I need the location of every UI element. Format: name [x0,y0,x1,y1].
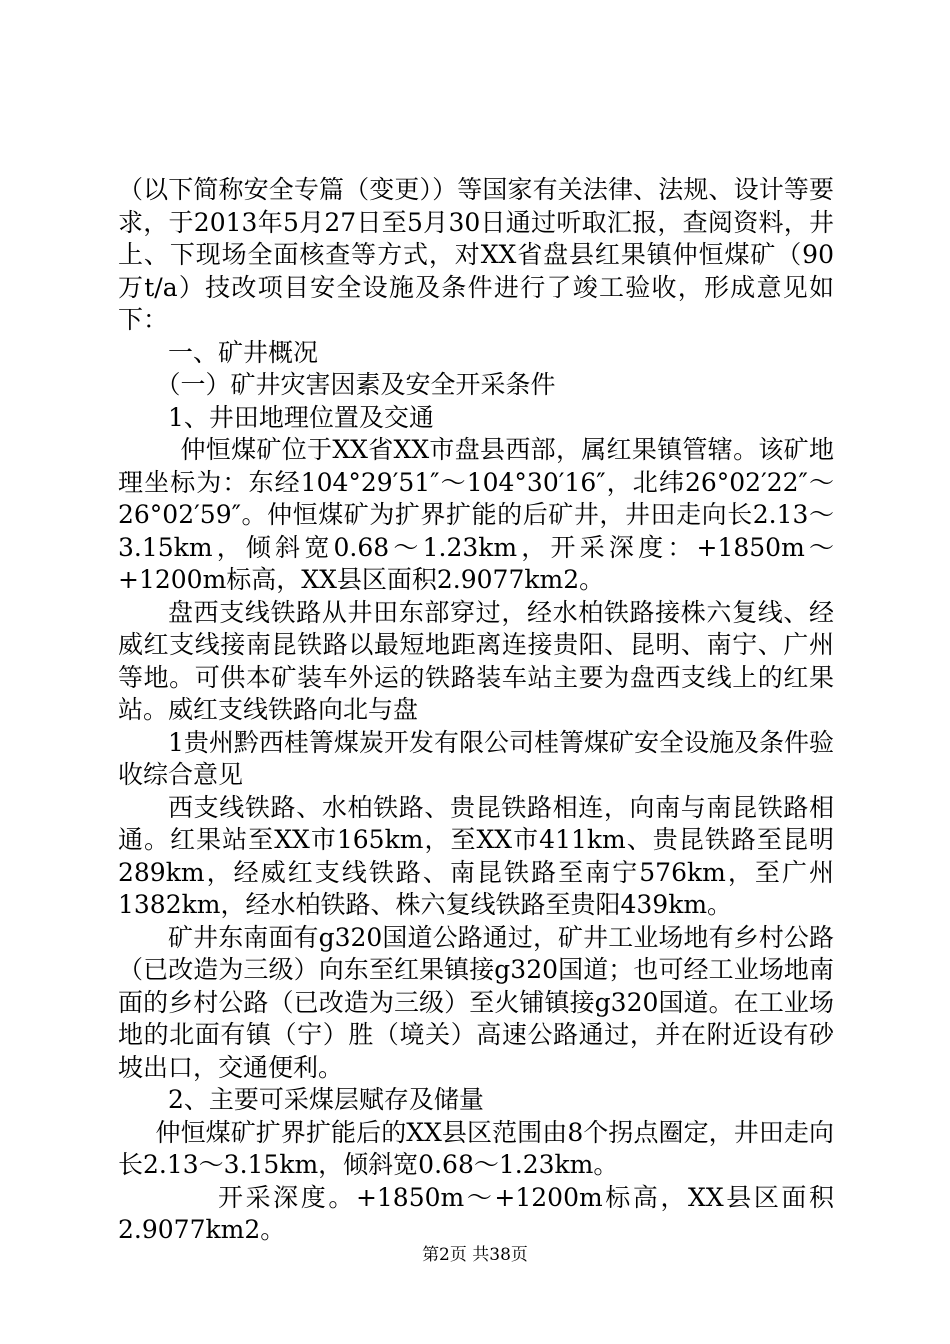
heading-section-1: 一、矿井概况 [168,337,319,367]
paragraph-railway: 盘西支线铁路从井田东部穿过，经水柏铁路接株六复线、经威红支线接南昆铁路以最短地距离连接贵阳、昆明、南宁、广州等地。可供本矿装车外运的铁路装车站主要为盘西支线上的红果站。威红支线铁路向北与盘 [118,597,834,724]
page-footer: 第2页 共38页 [422,1245,528,1265]
paragraph-railway-continued: 西支线铁路、水柏铁路、贵昆铁路相连，向南与南昆铁路相通。红果站至XX市165km，至XX市411km、贵昆铁路至昆明289km，经威红支线铁路、南昆铁路至南宁576km，至广州1382km，经水柏铁路、株六复线铁路至贵阳439km。 [118,792,834,919]
paragraph-roads: 矿井东南面有g320国道公路通过，矿井工业场地有乡村公路（已改造为三级）向东至红果镇接g320国道；也可经工业场地南面的乡村公路（已改造为三级）至火铺镇接g320国道。在工业场地的北面有镇（宁）胜（境关）高速公路通过，并在附近设有砂坡出口，交通便利。 [118,922,834,1082]
heading-subsection-1: （一）矿井灾害因素及安全开采条件 [155,370,556,399]
paragraph-intro: （以下简称安全专篇（变更））等国家有关法律、法规、设计等要求，于2013年5月27日至5月30日通过听取汇报，查阅资料，井上、下现场全面核查等方式，对XX省盘县红果镇仲恒煤矿（90万t/a）技改项目安全设施及条件进行了竣工验收，形成意见如下： [118,175,834,334]
paragraph-boundary: 仲恒煤矿扩界扩能后的XX县区范围由8个拐点圈定，井田走向长2.13～3.15km，倾斜宽0.68～1.23km。 [118,1117,834,1179]
paragraph-depth: 开采深度。+1850m～+1200m标高，XX县区面积2.9077km2。 [118,1182,834,1244]
document-body [118,174,834,1247]
paragraph-location: 仲恒煤矿位于XX省XX市盘县西部，属红果镇管辖。该矿地理坐标为：东经104°29′51″～104°30′16″，北纬26°02′22″～26°02′59″。仲恒煤矿为扩界扩能的后矿井，井田走向长2.13～3.15km，倾斜宽0.68～1.23km，开采深度：+1850m～+1200m标高，XX县区面积2.9077km2。 [118,435,834,594]
heading-item-1: 1、井田地理位置及交通 [168,402,434,432]
heading-item-2: 2、主要可采煤层赋存及储量 [168,1085,484,1114]
paragraph-company-line: 1贵州黔西桂箐煤炭开发有限公司桂箐煤矿安全设施及条件验收综合意见 [118,727,834,789]
